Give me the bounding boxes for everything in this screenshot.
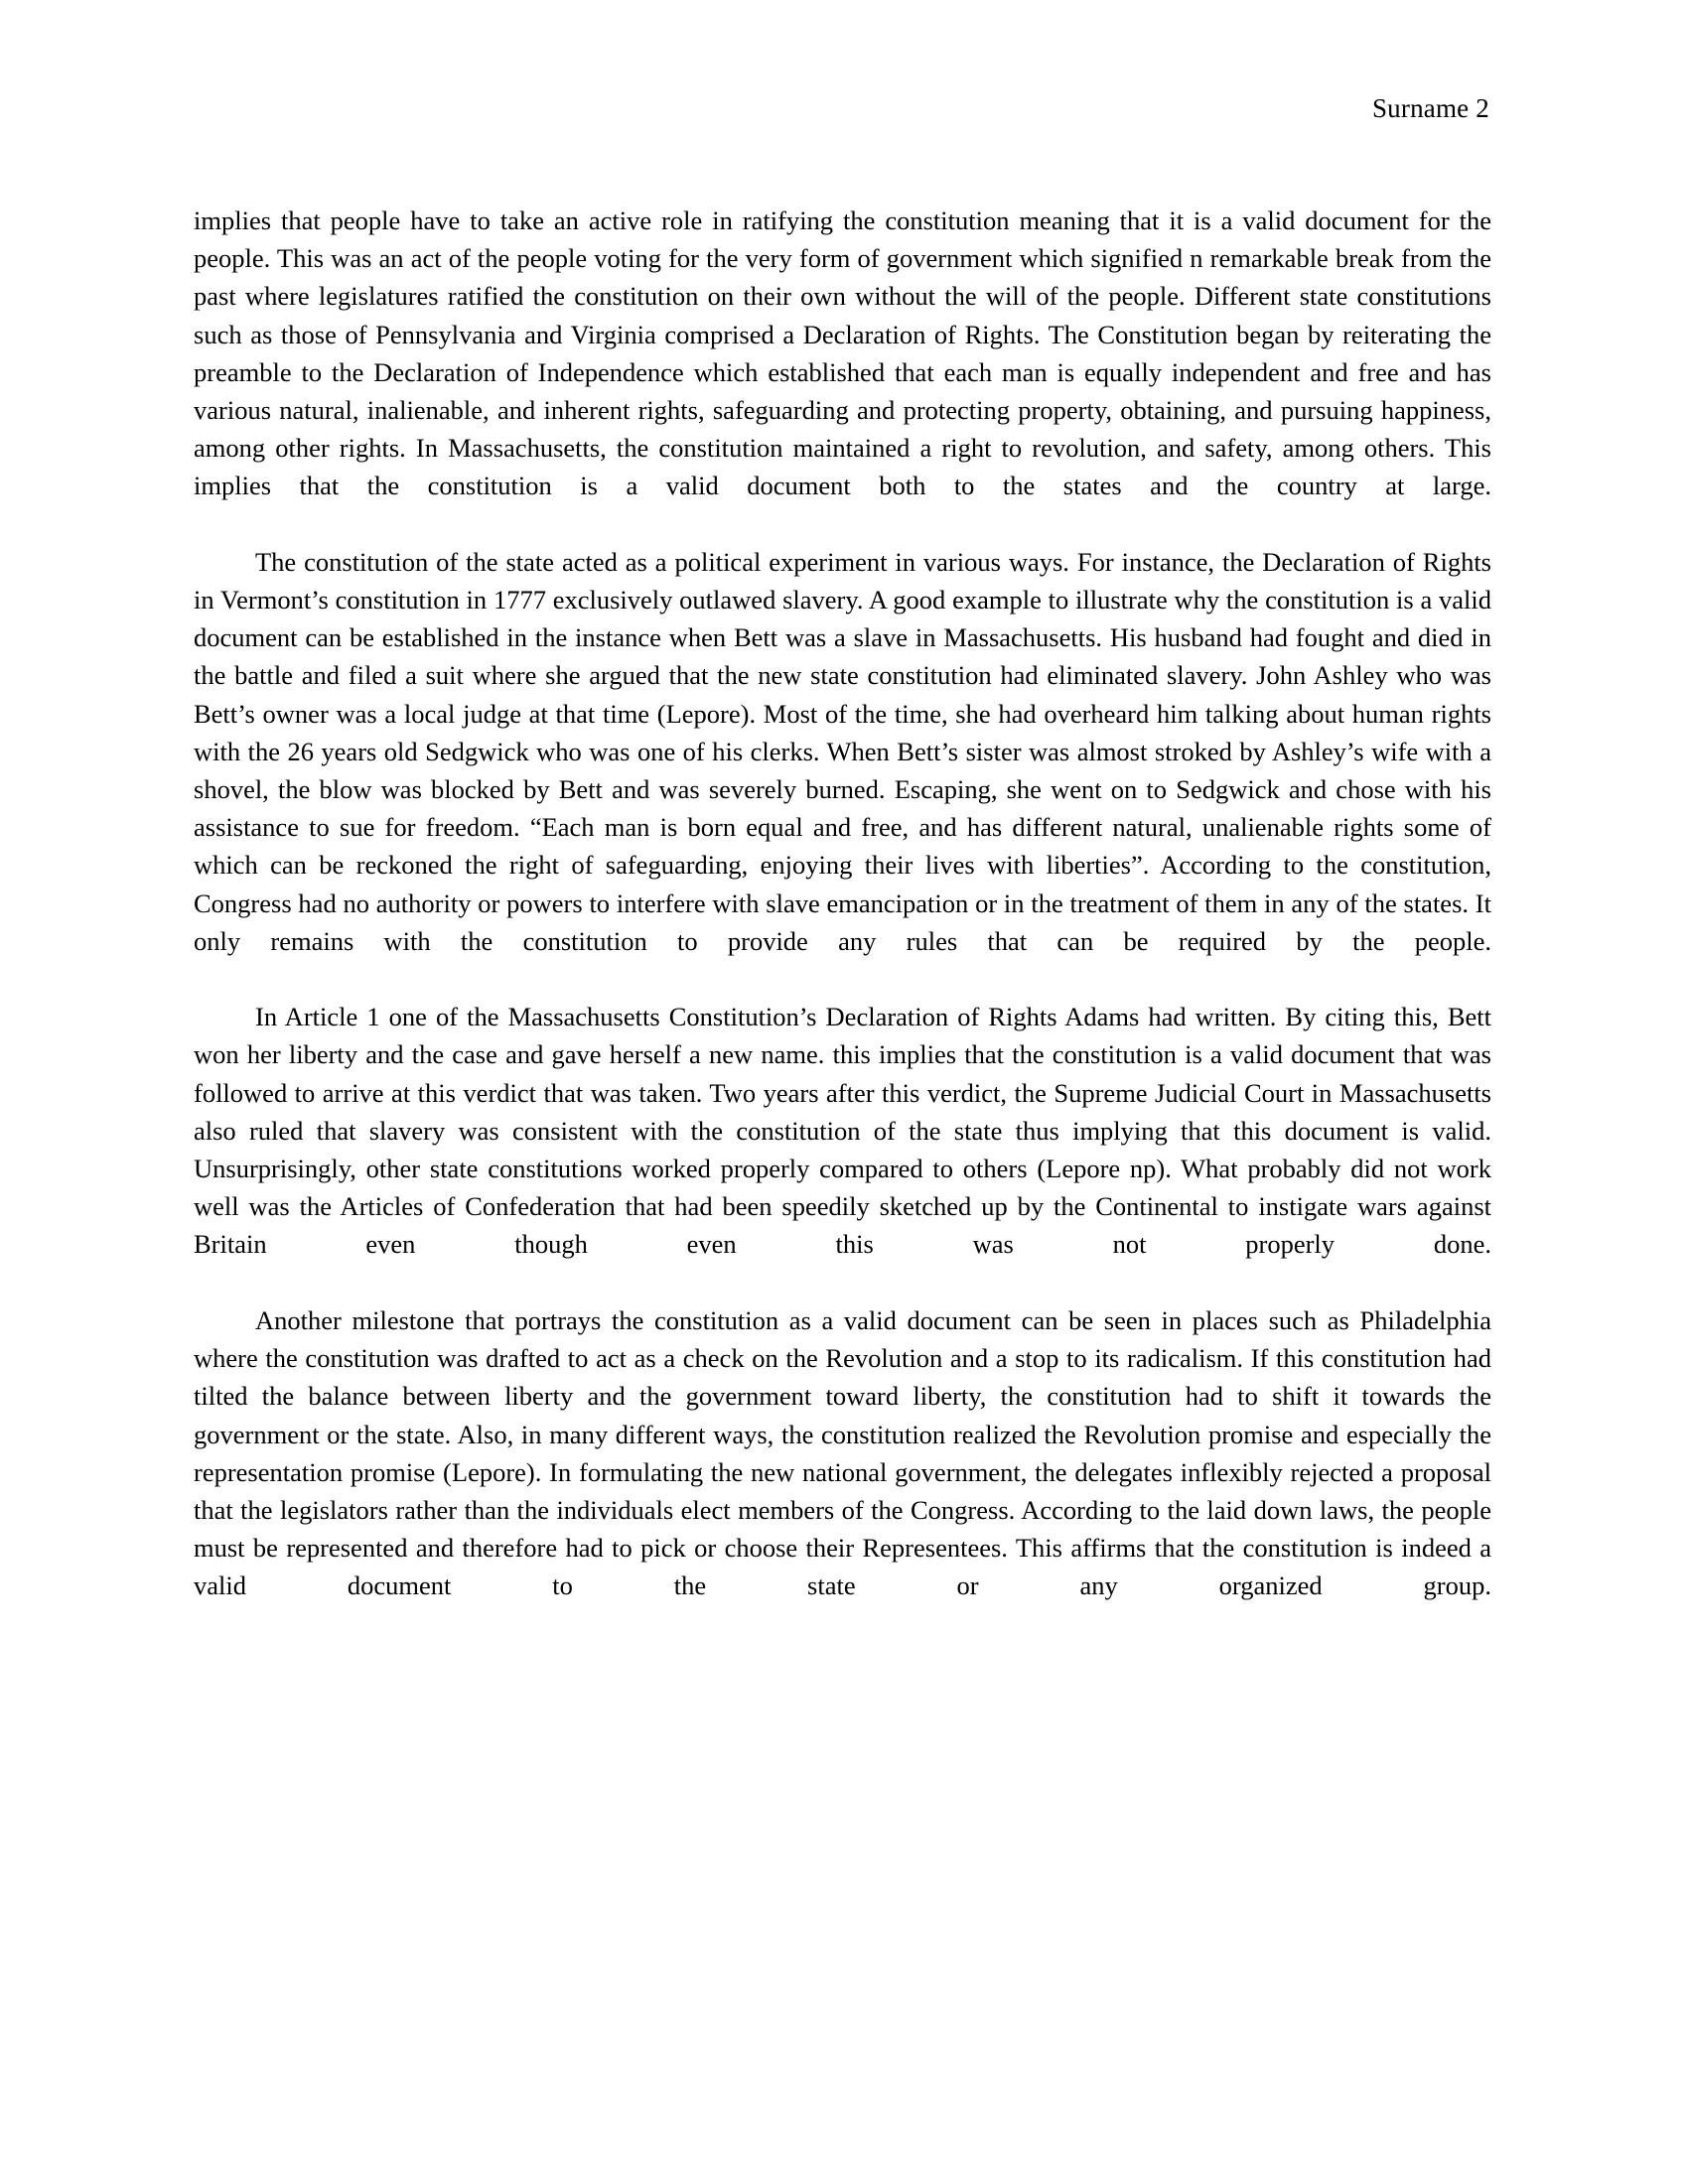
- running-head: Surname 2: [1371, 93, 1489, 123]
- document-body: [194, 202, 1491, 1643]
- paragraph-2: The constitution of the state acted as a political experiment in various ways. For instance, the Declaration of Rights in Vermont’s constitution in 1777 exclusively outlawed slavery. A good example to illustrate why the constitution is a valid document can be established in the instance when Bett was a slave in Massachusetts. His husband had fought and died in the battle and filed a suit where she argued that the new state constitution had eliminated slavery. John Ashley who was Bett’s owner was a local judge at that time (Lepore). Most of the time, she had overheard him talking about human rights with the 26 years old Sedgwick who was one of his clerks. When Bett’s sister was almost stroked by Ashley’s wife with a shovel, the blow was blocked by Bett and was severely burned. Escaping, she went on to Sedgwick and chose with his assistance to sue for freedom. “Each man is born equal and free, and has different natural, unalienable rights some of which can be reckoned the right of safeguarding, enjoying their lives with liberties”. According to the constitution, Congress had no authority or powers to interfere with slave emancipation or in the treatment of them in any of the states. It only remains with the constitution to provide any rules that can be required by the people.: [194, 546, 1491, 956]
- paragraph-1: implies that people have to take an active role in ratifying the constitution meaning that it is a valid document for the people. This was an act of the people voting for the very form of government which signified n remarkable break from the past where legislatures ratified the constitution on their own without the will of the people. Different state constitutions such as those of Pennsylvania and Virginia comprised a Declaration of Rights. The Constitution began by reiterating the preamble to the Declaration of Independence which established that each man is equally independent and free and has various natural, inalienable, and inherent rights, safeguarding and protecting property, obtaining, and pursuing happiness, among other rights. In Massachusetts, the constitution maintained a right to revolution, and safety, among others. This implies that the constitution is a valid document both to the states and the country at large.: [194, 205, 1491, 501]
- paragraph-3: In Article 1 one of the Massachusetts Constitution’s Declaration of Rights Adams had written. By citing this, Bett won her liberty and the case and gave herself a new name. this implies that the constitution is a valid document that was followed to arrive at this verdict that was taken. Two years after this verdict, the Supreme Judicial Court in Massachusetts also ruled that slavery was consistent with the constitution of the state thus implying that this document is valid. Unsurprisingly, other state constitutions worked properly compared to others (Lepore np). What probably did not work well was the Articles of Confederation that had been speedily sketched up by the Continental to instigate wars against Britain even though even this was not properly done.: [194, 1002, 1491, 1260]
- paragraph-4: Another milestone that portrays the constitution as a valid document can be seen in places such as Philadelphia where the constitution was drafted to act as a check on the Revolution and a stop to its radicalism. If this constitution had tilted the balance between liberty and the government toward liberty, the constitution had to shift it towards the government or the state. Also, in many different ways, the constitution realized the Revolution promise and especially the representation promise (Lepore). In formulating the new national government, the delegates inflexibly rejected a proposal that the legislators rather than the individuals elect members of the Congress. According to the laid down laws, the people must be represented and therefore had to pick or choose their Representees. This affirms that the constitution is indeed a valid document to the state or any organized group.: [194, 1304, 1491, 1601]
